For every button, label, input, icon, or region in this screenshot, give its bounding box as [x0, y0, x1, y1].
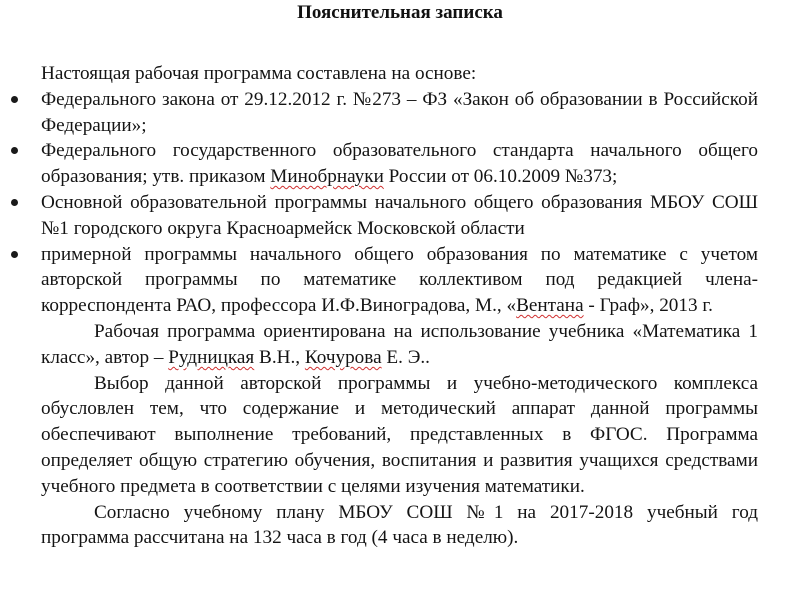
- plan-paragraph: Согласно учебному плану МБОУ СОШ №1 на 2017-2018 учебный год программа рассчитана на 132 часа в год (4 часа в неделю).: [41, 501, 758, 549]
- spellcheck-flagged-word[interactable]: Кочурова: [304, 346, 382, 368]
- textbook-paragraph: [41, 319, 758, 371]
- list-item: [41, 138, 758, 190]
- paragraph-text: Рабочая программа ориентирована на использование учебника «Математика 1 класс», автор –: [41, 320, 758, 368]
- list-item-text: примерной программы начального общего образования по математике с учетом авторской программы по математике коллективом под редакцией члена-корреспондента РАО, профессора И.Ф.Виноградова, М., «: [41, 243, 758, 317]
- list-item: [41, 87, 758, 139]
- list-item-text: - Граф», 2013 г.: [583, 295, 713, 317]
- document-body: [41, 61, 758, 551]
- list-item: [41, 242, 758, 319]
- choice-paragraph: Выбор данной авторской программы и учебно-методического комплекса обусловлен тем, что содержание и методический аппарат данной программы обеспечивают выполнение требований, представленных в ФГОС. Программа определяет общую стратегию обучения, воспитания и развития учащихся средствами учебного предмета в соответствии с целями изучения математики.: [41, 372, 758, 497]
- document-title: Пояснительная записка: [297, 2, 503, 23]
- intro-paragraph: Настоящая рабочая программа составлена на основе:: [41, 63, 477, 84]
- list-item-text: Федерального государственного образовательного стандарта начального общего образования; утв. приказом: [41, 140, 758, 188]
- spellcheck-flagged-word[interactable]: Вентана: [516, 295, 584, 317]
- bullet-dot-icon: [11, 251, 18, 258]
- list-item: [41, 190, 758, 242]
- paragraph-text: В.Н.,: [254, 346, 305, 368]
- list-item-text: Основной образовательной программы начального общего образования МБОУ СОШ №1 городского округа Красноармейск Московской области: [41, 191, 758, 239]
- paragraph-text: Е. Э..: [381, 346, 430, 368]
- list-item-text: Федерального закона от 29.12.2012 г. №273 – ФЗ «Закон об образовании в Российской Федерации»;: [41, 88, 758, 136]
- bullet-dot-icon: [11, 147, 18, 154]
- bullet-dot-icon: [11, 96, 18, 103]
- bullet-dot-icon: [11, 199, 18, 206]
- basis-list: [41, 87, 758, 319]
- spellcheck-flagged-word[interactable]: Рудницкая: [168, 346, 255, 368]
- spellcheck-flagged-word[interactable]: Минобрнауки: [270, 166, 384, 188]
- list-item-text: России от 06.10.2009 №373;: [383, 166, 618, 188]
